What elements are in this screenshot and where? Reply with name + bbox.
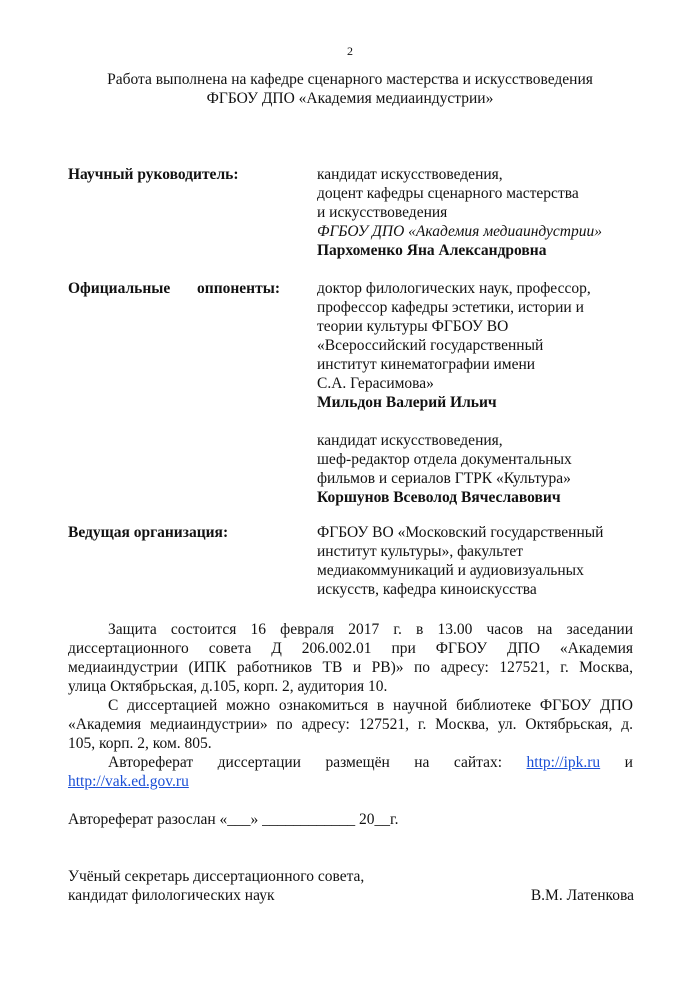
abstract-sites-word: Автореферат: [108, 754, 194, 771]
abstract-sites-and: и: [624, 754, 633, 771]
ipk-link[interactable]: http://ipk.ru: [526, 754, 601, 771]
opponents-label-word1: Официальные: [68, 280, 171, 297]
abstract-sites-word: сайтах:: [453, 754, 503, 771]
defense-paragraph: [68, 620, 633, 696]
lead-org-line: институт культуры», факультет: [317, 543, 524, 560]
opponents-label: [68, 279, 280, 298]
defense-line: диссертационного совета Д 206.002.01 при ФГБОУ ДПО «Академия: [68, 640, 633, 657]
abstract-sites-word: диссертации: [217, 754, 301, 771]
defense-line: медиаиндустрии (ИПК работников ТВ и РВ)» по адресу: 127521, г. Москва,: [68, 659, 633, 676]
defense-line: улица Октябрьская, д.105, корп. 2, аудитория 10.: [68, 678, 388, 695]
opponent-2-line: фильмов и сериалов ГТРК «Культура»: [317, 470, 571, 487]
opponent-1-line: «Всероссийский государственный: [317, 337, 544, 354]
opponent-1-name: Мильдон Валерий Ильич: [317, 394, 497, 411]
opponent-2-line: кандидат искусствоведения,: [317, 432, 503, 449]
secretary-degree: кандидат филологических наук: [68, 887, 275, 904]
supervisor-org: ФГБОУ ДПО «Академия медиаиндустрии»: [317, 223, 602, 240]
opponent-1-block: [317, 279, 591, 412]
opponents-label-word2: оппоненты:: [197, 280, 280, 297]
lead-org-block: [317, 523, 603, 599]
library-line: 105, корп. 2, ком. 805.: [68, 735, 212, 752]
supervisor-name: Пархоменко Яна Александровна: [317, 242, 547, 259]
header-line-1: Работа выполнена на кафедре сценарного мастерства и искусствоведения: [107, 71, 593, 88]
lead-org-line: искусств, кафедра киноискусства: [317, 581, 537, 598]
abstract-sites-word: размещён: [325, 754, 390, 771]
abstract-sites-word: на: [414, 754, 430, 771]
page-number: 2: [347, 44, 353, 58]
defense-line: Защита состоится 16 февраля 2017 г. в 13.00 часов на заседании: [108, 621, 633, 638]
lead-org-line: медиакоммуникаций и аудиовизуальных: [317, 562, 584, 579]
lead-org-label: Ведущая организация:: [68, 524, 229, 541]
abstract-sites-line-2: [68, 772, 633, 791]
library-paragraph: [68, 696, 633, 753]
secretary-title: Учёный секретарь диссертационного совета,: [68, 868, 365, 885]
abstract-sites-line: [68, 753, 633, 772]
vak-link[interactable]: http://vak.ed.gov.ru: [68, 773, 189, 790]
opponent-1-line: институт кинематографии имени: [317, 356, 536, 373]
opponent-2-block: [317, 431, 572, 507]
mailed-line: Автореферат разослан «___» ____________ 20__г.: [68, 811, 399, 828]
library-line: «Академия медиаиндустрии» по адресу: 127521, г. Москва, ул. Октябрьская, д.: [68, 716, 633, 733]
opponent-1-line: профессор кафедры эстетики, истории и: [317, 299, 584, 316]
header-line-2: ФГБОУ ДПО «Академия медиаиндустрии»: [206, 90, 494, 107]
library-line: С диссертацией можно ознакомиться в научной библиотеке ФГБОУ ДПО: [108, 697, 633, 714]
abstract-sites-paragraph: [68, 753, 633, 791]
supervisor-line: и искусствоведения: [317, 204, 448, 221]
supervisor-line: доцент кафедры сценарного мастерства: [317, 185, 579, 202]
supervisor-block: [317, 165, 602, 260]
supervisor-label: Научный руководитель:: [68, 166, 239, 183]
opponent-1-line: доктор филологических наук, профессор,: [317, 280, 591, 297]
lead-org-line: ФГБОУ ВО «Московский государственный: [317, 524, 604, 541]
opponent-1-line: С.А. Герасимова»: [317, 375, 434, 392]
secretary-name: В.М. Латенкова: [530, 887, 634, 904]
opponent-2-line: шеф-редактор отдела документальных: [317, 451, 572, 468]
opponent-2-name: Коршунов Всеволод Вячеславович: [317, 489, 561, 506]
supervisor-line: кандидат искусствоведения,: [317, 166, 503, 183]
opponent-1-line: теории культуры ФГБОУ ВО: [317, 318, 509, 335]
